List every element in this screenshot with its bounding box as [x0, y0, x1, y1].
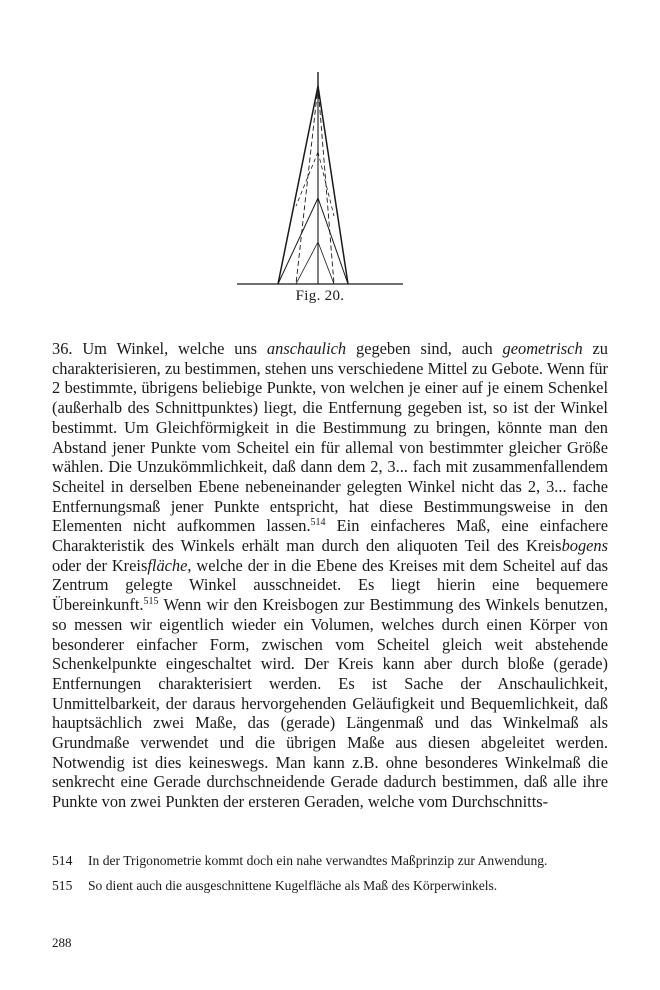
inner-right-leg	[318, 86, 334, 284]
page-number: 288	[52, 935, 72, 950]
footnote-number: 514	[52, 853, 73, 868]
footnotes	[52, 852, 608, 901]
inner-left-leg	[296, 86, 318, 284]
footnote-text: So dient auch die ausgeschnittene Kugelfläche als Maß des Körperwinkels.	[88, 877, 498, 893]
footnote-515	[52, 877, 608, 896]
footnote-number: 515	[52, 877, 73, 893]
footnote-514	[52, 852, 608, 871]
lower-left-leg	[278, 198, 318, 284]
footnote-ref-515[interactable]: 515	[143, 596, 159, 608]
footnote-ref-514[interactable]: 514	[310, 517, 326, 529]
figure-caption: Fig. 20.	[295, 288, 345, 304]
footnote-text: In der Trigonometrie kommt doch ein nahe verwandtes Maßprinzip zur Anwendung.	[88, 853, 548, 868]
angle-diagram	[220, 66, 420, 286]
mid-cross-right	[318, 242, 334, 284]
figure-20	[220, 66, 420, 316]
mid-cross-left	[296, 242, 318, 284]
main-paragraph: 36. Um Winkel, welche uns anschaulich gegeben sind, auch geometrisch zu charakterisieren, zu bestimmen, stehen uns verschiedene Mittel zu Gebote. Wenn für 2 bestimmte, übrigens beliebige Punkte, von welchen je einer auf je einem Schenkel (außerhalb des Schnittpunktes) liegt, die Entfernung gegeben ist, so ist der Winkel bestimmt. Um Gleichförmigkeit in die Bestimmung zu bringen, könnte man den Abstand jener Punkte vom Scheitel ein für allemal von bestimmter gleicher Größe wählen. Die Unzukömmlichkeit, daß dann dem 2, 3... fach mit zusammenfallendem Scheitel in derselben Ebene nebeneinander gelegten Winkel nicht das 2, 3... fache Entfernungsmaß jener Punkte entspricht, hat diese Bestimmungsweise in den Elementen nicht aufkommen lassen.$^{514}$ Ein einfacheres Maß, eine einfachere Charakteristik des Winkels erhält man durch den aliquoten Teil des Kreisbogens oder der Kreisfläche, welche der in die Ebene des Kreises mit dem Scheitel auf das Zentrum gelegte Winkel ausschneidet. Es liegt hierin eine bequemere Übereinkunft.$^{515}$ Wenn wir den Kreisbogen zur Bestimmung des Winkels benutzen, so messen wir eigentlich wieder ein Volumen, welches durch einen Körper von besonderer einfacher Form, zwischen vom Scheitel gleich weit abstehende Schenkelpunkte eingeschaltet wird. Der Kreis kann aber durch bloße (gerade) Entfernungen charakterisiert werden. Es ist Sache der Anschaulichkeit, Unmittelbarkeit, der daraus hervorgehenden Geläufigkeit und Bequemlichkeit, daß hauptsächlich zwei Maße, das (gerade) Längenmaß und das Winkelmaß als Grundmaße verwendet und die übrigen Maße aus diesen abgeleitet werden. Notwendig ist dies keineswegs. Man kann z.B. ohne besonderes Winkelmaß die senkrecht eine Gerade durchschneidende Gerade dadurch bestimmen, daß alle ihre Punkte von zwei Punkten der ersteren Geraden, welche vom Durchschnitts-	[52, 339, 609, 812]
